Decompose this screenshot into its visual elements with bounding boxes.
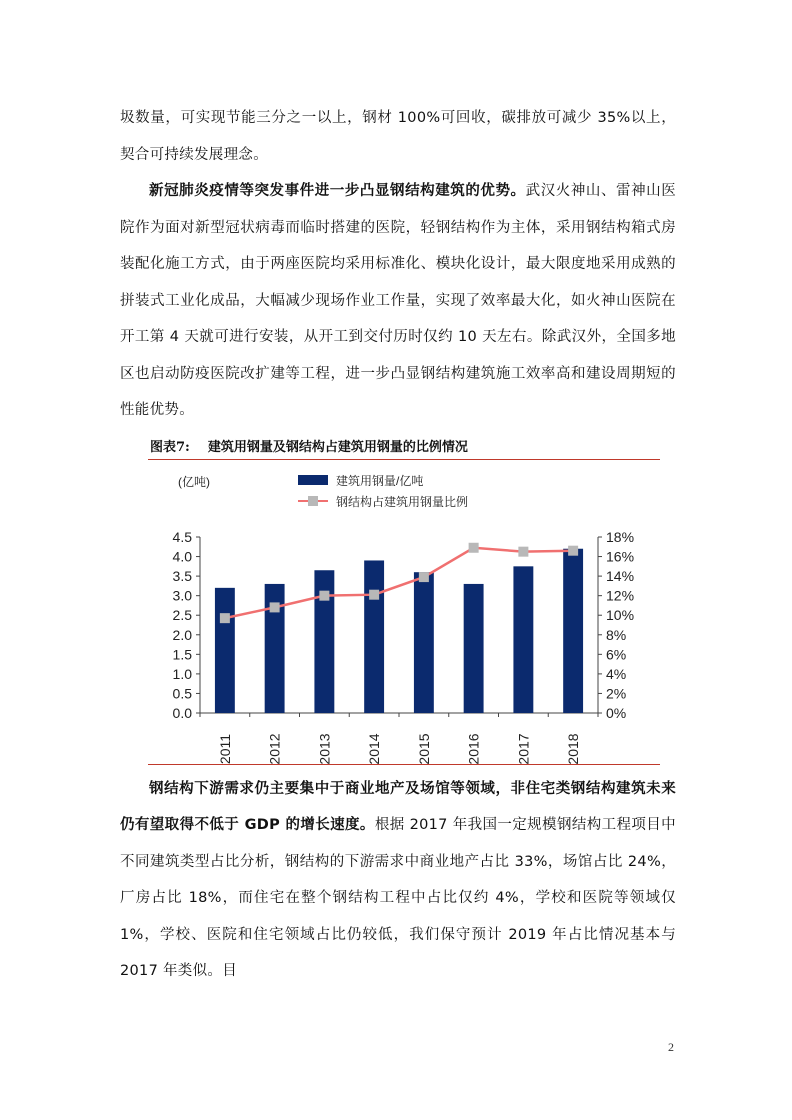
bar-2014	[364, 560, 384, 713]
figure-7	[148, 437, 660, 765]
right-tick-label: 12%	[606, 587, 635, 604]
ratio-point-2014	[369, 589, 379, 599]
paragraph-2	[120, 173, 676, 429]
right-tick-label: 18%	[606, 528, 635, 545]
left-tick-label: 1.5	[172, 645, 192, 662]
paragraph-2-body: 武汉火神山、雷神山医院作为面对新型冠状病毒而临时搭建的医院，轻钢结构作为主体，采用钢结构箱式房装配化施工方式，由于两座医院均采用标准化、模块化设计，最大限度地采用成熟的拼装式工业化成品，大幅减少现场作业工作量，实现了效率最大化，如火神山医院在开工第 4 天就可进行安装，从开工到交付历时仅约 10 天左右。除武汉外，全国多地区也启动防疫医院改扩建等工程，进一步凸显钢结构建筑施工效率高和建设周期短的性能优势。	[120, 183, 677, 418]
x-tick-label: 2017	[515, 732, 532, 764]
legend-line-marker	[308, 496, 318, 506]
left-tick-label: 3.0	[172, 587, 192, 604]
x-tick-label: 2016	[465, 732, 482, 764]
right-tick-label: 4%	[606, 665, 627, 682]
left-tick-label: 3.5	[172, 567, 192, 584]
paragraph-3-body: 根据 2017 年我国一定规模钢结构工程项目中不同建筑类型占比分析，钢结构的下游需求中商业地产占比 33%，场馆占比 24%，厂房占比 18%，而住宅在整个钢结构工程中占比仅约 4%，学校和医院等领域仅 1%，学校、医院和住宅领域占比仍较低，我们保守预计 2019 年占比情况基本与 2017 年类似。目	[120, 817, 676, 979]
right-tick-label: 14%	[606, 567, 635, 584]
figure-title: 建筑用钢量及钢结构占建筑用钢量的比例情况	[207, 439, 468, 455]
right-tick-label: 10%	[606, 606, 635, 623]
bar-2016	[464, 583, 484, 712]
left-tick-label: 0.5	[172, 684, 192, 701]
left-axis-unit: (亿吨)	[178, 474, 210, 489]
left-tick-label: 2.5	[172, 606, 192, 623]
ratio-point-2012	[270, 602, 280, 612]
right-tick-label: 6%	[606, 645, 627, 662]
page-number: 2	[668, 1040, 674, 1054]
chart-area	[148, 460, 660, 765]
document-body	[120, 100, 676, 990]
x-tick-label: 2018	[565, 732, 582, 764]
paragraph-1: 圾数量，可实现节能三分之一以上，钢材 100%可回收，碳排放可减少 35%以上，契合可持续发展理念。	[120, 110, 676, 163]
legend-bar-label: 建筑用钢量/亿吨	[336, 473, 424, 488]
left-tick-label: 0.0	[172, 704, 192, 721]
paragraph-3	[120, 771, 676, 990]
ratio-point-2016	[469, 542, 479, 552]
figure-label: 图表7:	[150, 439, 190, 455]
legend-bar-swatch	[298, 475, 328, 485]
ratio-point-2018	[568, 545, 578, 555]
ratio-point-2015	[419, 572, 429, 582]
x-tick-label: 2013	[316, 732, 333, 764]
left-tick-label: 4.5	[172, 528, 192, 545]
right-tick-label: 2%	[606, 684, 627, 701]
paragraph-2-lead: 新冠肺炎疫情等突发事件进一步凸显钢结构建筑的优势。	[149, 183, 526, 199]
right-tick-label: 8%	[606, 626, 627, 643]
bar-2015	[414, 572, 434, 713]
figure-title-bar	[148, 437, 660, 460]
chart-legend	[298, 473, 468, 509]
left-tick-label: 2.0	[172, 626, 192, 643]
ratio-point-2017	[518, 546, 528, 556]
bar-2011	[215, 587, 235, 712]
x-tick-label: 2011	[216, 733, 233, 764]
paragraph-3-lead: 钢结构下游需求仍主要集中于商业地产及场馆等领域，非住宅类钢结构建筑未来仍有望取得不低于 GDP 的增长速度。	[120, 780, 676, 833]
x-tick-label: 2015	[415, 732, 432, 764]
x-tick-label: 2012	[266, 732, 283, 764]
x-tick-label: 2014	[366, 732, 383, 764]
legend-line-label: 钢结构占建筑用钢量比例	[336, 494, 469, 509]
bar-series	[215, 548, 583, 712]
left-tick-label: 1.0	[172, 665, 192, 682]
right-tick-label: 16%	[606, 548, 635, 565]
bar-2018	[563, 548, 583, 712]
steel-chart	[148, 460, 660, 764]
right-tick-label: 0%	[606, 704, 627, 721]
bar-2017	[513, 566, 533, 713]
left-tick-label: 4.0	[172, 548, 192, 565]
ratio-point-2013	[319, 590, 329, 600]
ratio-point-2011	[220, 613, 230, 623]
